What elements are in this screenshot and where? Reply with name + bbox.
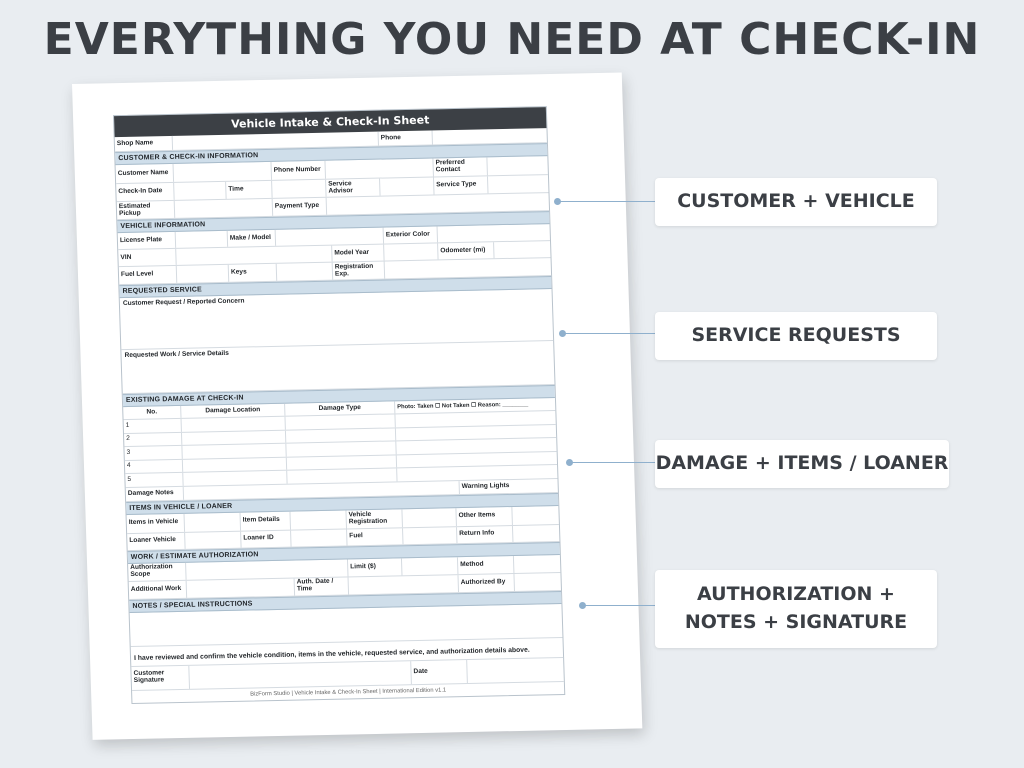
make-model-field[interactable] (276, 228, 384, 246)
damage-location-header: Damage Location (181, 404, 285, 418)
connector-line-1 (557, 201, 655, 202)
section-requested-service: REQUESTED SERVICE (119, 276, 551, 298)
form-sheet (72, 72, 642, 739)
damage-photo-header: Photo: Taken ☐ Not Taken ☐ Reason: ________ (397, 401, 529, 411)
loaner-vehicle-field[interactable] (185, 531, 241, 548)
section-damage: EXISTING DAMAGE AT CHECK-IN (123, 385, 555, 407)
keys-field[interactable] (277, 263, 334, 281)
license-plate-label: License Plate (118, 232, 176, 249)
damage-row-number: 5 (125, 473, 183, 487)
customer-signature-field[interactable] (189, 661, 412, 689)
phone-label: Phone (379, 130, 433, 145)
damage-type-field[interactable] (287, 468, 397, 483)
section-customer: CUSTOMER & CHECK-IN INFORMATION (115, 143, 547, 165)
time-field[interactable] (272, 180, 327, 198)
damage-row-number: 2 (124, 432, 182, 446)
callout-authorization-notes-signature: AUTHORIZATION + NOTES + SIGNATURE (655, 570, 937, 648)
damage-rows (124, 411, 558, 488)
payment-type-label: Payment Type (273, 198, 328, 216)
damage-type-field[interactable] (285, 414, 395, 429)
return-info-label: Return Info (457, 525, 513, 542)
fuel-level-label: Fuel Level (119, 266, 178, 284)
authorization-scope-field[interactable] (186, 559, 348, 579)
authorized-by-label: Authorized By (458, 573, 515, 591)
customer-request-label: Customer Request / Reported Concern (122, 297, 245, 308)
vehicle-registration-field[interactable] (402, 508, 457, 527)
additional-work-label: Additional Work (129, 580, 188, 598)
loaner-vehicle-label: Loaner Vehicle (127, 532, 185, 549)
return-info-field[interactable] (513, 525, 559, 542)
odometer-label: Odometer (mi) (438, 242, 494, 259)
section-items-loaner: ITEMS IN VEHICLE / LOANER (126, 493, 558, 515)
vin-label: VIN (118, 249, 176, 266)
fuel-field[interactable] (403, 527, 457, 544)
estimated-pickup-label: Estimated Pickup (117, 201, 176, 219)
damage-type-header: Damage Type (285, 401, 395, 415)
damage-type-field[interactable] (287, 455, 397, 470)
damage-location-field[interactable] (182, 417, 286, 432)
auth-date-time-label: Auth. Date / Time (295, 577, 350, 595)
damage-row-number: 1 (124, 419, 182, 433)
service-advisor-field[interactable] (380, 177, 435, 195)
checkin-date-label: Check-In Date (116, 183, 175, 201)
time-label: Time (226, 181, 273, 199)
customer-name-label: Customer Name (116, 164, 175, 183)
loaner-id-label: Loaner ID (241, 530, 291, 547)
connector-line-4 (582, 605, 655, 606)
form-title: Vehicle Intake & Check-In Sheet (114, 107, 546, 137)
damage-type-field[interactable] (286, 428, 396, 443)
vehicle-registration-label: Vehicle Registration (346, 509, 403, 528)
callout-customer-vehicle: CUSTOMER + VEHICLE (655, 178, 937, 226)
confirmation-statement: I have reviewed and confirm the vehicle condition, items in the vehicle, requested service, and authorization details above. (131, 638, 563, 667)
damage-type-field[interactable] (286, 441, 396, 456)
section-notes: NOTES / SPECIAL INSTRUCTIONS (129, 591, 561, 613)
phone-number-label: Phone Number (271, 161, 326, 180)
damage-location-field[interactable] (182, 430, 286, 445)
customer-name-field[interactable] (174, 162, 273, 182)
phone-number-field[interactable] (325, 158, 434, 178)
item-details-label: Item Details (240, 511, 291, 530)
registration-exp-field[interactable] (385, 258, 551, 278)
license-plate-field[interactable] (176, 231, 228, 248)
page-headline: EVERYTHING YOU NEED AT CHECK-IN (43, 14, 981, 65)
additional-work-field[interactable] (187, 578, 295, 597)
connector-dot-1 (554, 198, 561, 205)
connector-dot-3 (566, 459, 573, 466)
customer-request-box[interactable] (120, 289, 553, 350)
items-in-vehicle-field[interactable] (185, 512, 242, 531)
damage-location-field[interactable] (183, 471, 287, 486)
other-items-label: Other Items (456, 506, 513, 525)
keys-label: Keys (229, 264, 278, 282)
estimated-pickup-field[interactable] (175, 199, 273, 218)
connector-line-3 (569, 462, 655, 463)
callout-damage-items-loaner: DAMAGE + ITEMS / LOANER (655, 440, 949, 488)
section-authorization: WORK / ESTIMATE AUTHORIZATION (128, 542, 560, 564)
loaner-id-field[interactable] (291, 529, 347, 546)
item-details-field[interactable] (290, 510, 347, 529)
limit-field[interactable] (402, 557, 459, 575)
service-type-label: Service Type (434, 176, 489, 194)
odometer-field[interactable] (494, 241, 550, 258)
connector-dot-2 (559, 330, 566, 337)
method-label: Method (458, 555, 515, 573)
preferred-contact-field[interactable] (487, 156, 548, 175)
fuel-label: Fuel (347, 528, 403, 545)
other-items-field[interactable] (512, 506, 559, 525)
damage-no-header: No. (123, 406, 181, 419)
damage-location-field[interactable] (182, 444, 286, 459)
exterior-color-field[interactable] (438, 224, 550, 242)
preferred-contact-label: Preferred Contact (433, 157, 488, 176)
auth-date-time-field[interactable] (349, 575, 459, 594)
service-advisor-label: Service Advisor (326, 179, 381, 197)
callout-service-requests: SERVICE REQUESTS (655, 312, 937, 360)
date-label: Date (411, 660, 468, 684)
damage-location-field[interactable] (183, 457, 287, 472)
method-field[interactable] (514, 555, 561, 573)
limit-label: Limit ($) (348, 558, 403, 576)
connector-dot-4 (579, 602, 586, 609)
phone-field[interactable] (433, 128, 547, 144)
registration-exp-label: Registration Exp. (333, 262, 386, 280)
checkin-date-field[interactable] (174, 182, 227, 200)
vin-field[interactable] (176, 246, 332, 265)
date-field[interactable] (467, 657, 564, 682)
intake-form (113, 106, 565, 703)
exterior-color-label: Exterior Color (384, 226, 438, 243)
damage-row-number: 3 (124, 446, 182, 460)
shop-name-label: Shop Name (115, 136, 173, 151)
warning-lights-label: Warning Lights (461, 481, 510, 490)
authorized-by-field[interactable] (514, 573, 561, 591)
damage-notes-label: Damage Notes (126, 486, 184, 500)
model-year-field[interactable] (384, 243, 438, 260)
make-model-label: Make / Model (228, 230, 276, 247)
fuel-level-field[interactable] (177, 265, 230, 283)
service-type-field[interactable] (488, 175, 549, 193)
model-year-label: Model Year (332, 245, 384, 262)
connector-line-2 (562, 333, 655, 334)
section-vehicle: VEHICLE INFORMATION (117, 211, 549, 233)
form-footer: BizForm Studio | Vehicle Intake & Check-In Sheet | International Edition v1.1 (250, 686, 447, 698)
damage-row-number: 4 (125, 459, 183, 473)
customer-signature-label: Customer Signature (131, 665, 190, 689)
authorization-scope-label: Authorization Scope (128, 562, 187, 580)
items-in-vehicle-label: Items in Vehicle (127, 513, 186, 532)
requested-work-label: Requested Work / Service Details (124, 349, 229, 360)
